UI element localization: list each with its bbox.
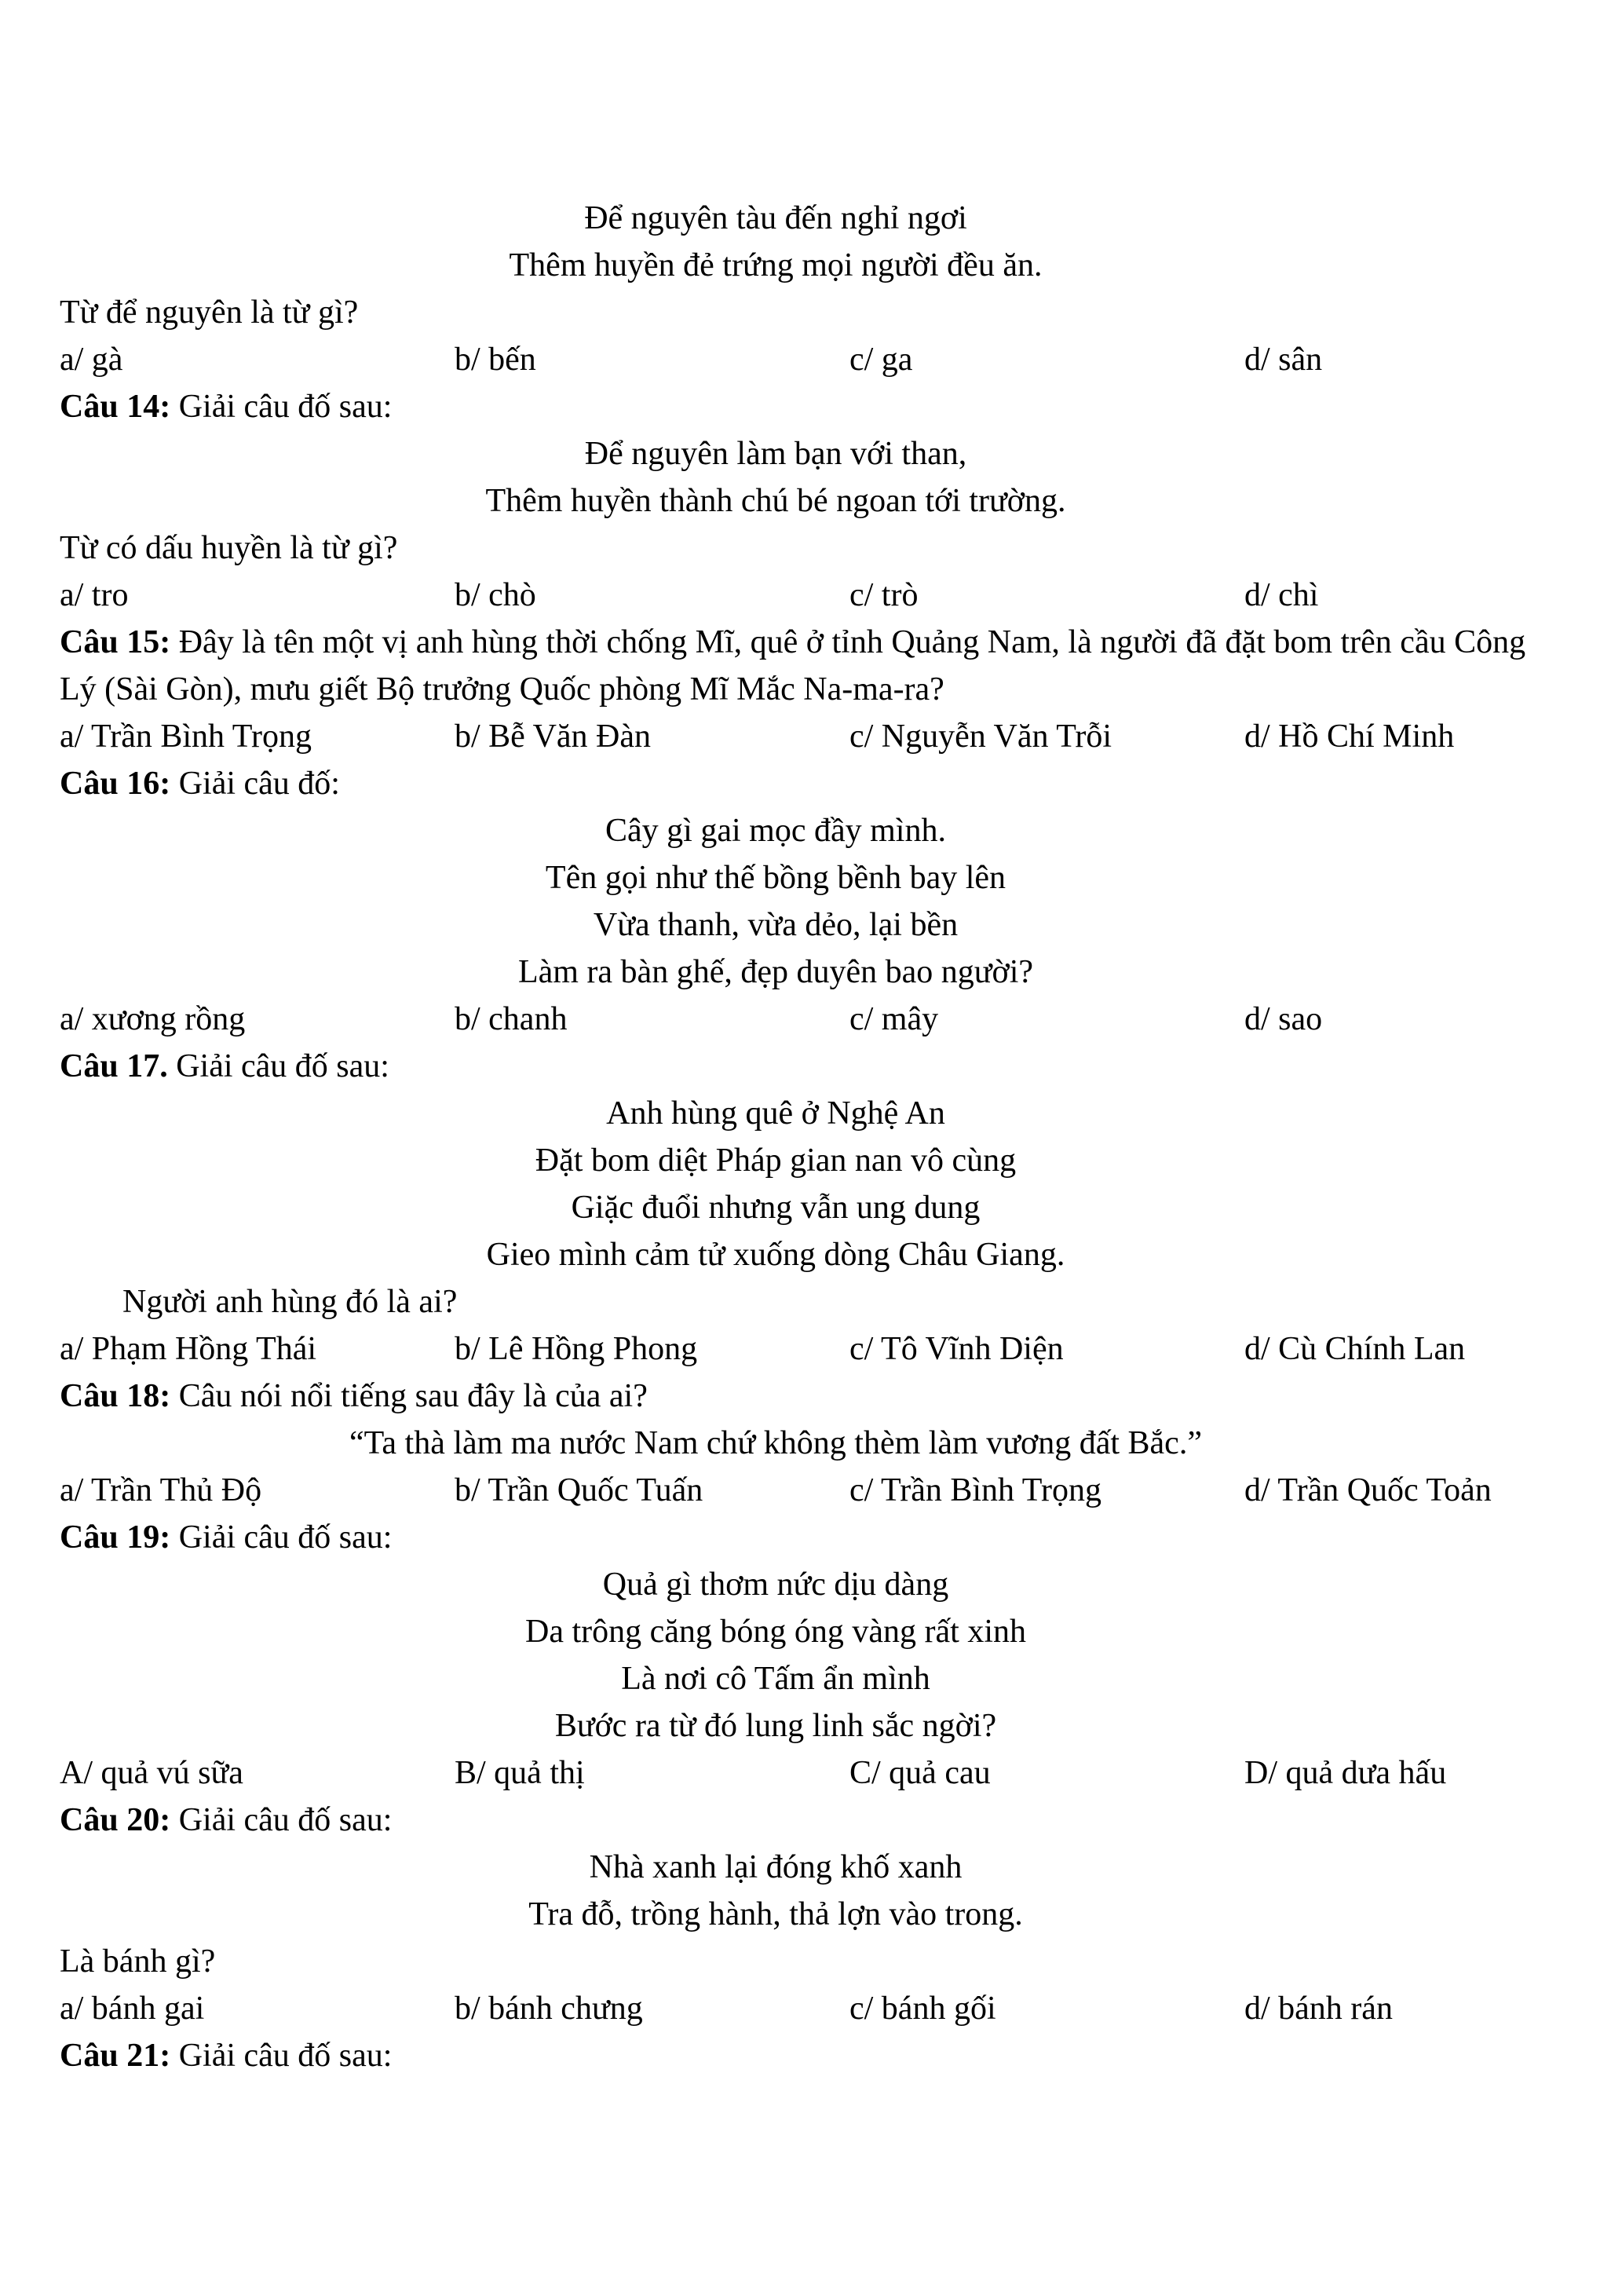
answer-option: b/ bến xyxy=(455,342,536,378)
question-number: Câu 14: xyxy=(60,389,171,425)
answer-option: c/ Trần Bình Trọng xyxy=(849,1472,1101,1508)
answer-options xyxy=(60,1985,1551,2032)
question-heading xyxy=(60,1797,1551,1844)
verse-line: Anh hùng quê ở Nghệ An xyxy=(606,1095,945,1132)
verse-line: Cây gì gai mọc đầy mình. xyxy=(605,813,946,849)
answer-option: d/ sao xyxy=(1244,1001,1323,1037)
answer-option: d/ bánh rán xyxy=(1244,1991,1393,2027)
document-page xyxy=(60,195,1551,2079)
answer-options xyxy=(60,572,1551,619)
question-heading xyxy=(60,1514,1551,1561)
answer-option: c/ trò xyxy=(849,577,919,613)
answer-option: b/ Bễ Văn Đàn xyxy=(455,718,652,755)
answer-option: a/ Phạm Hồng Thái xyxy=(60,1331,317,1367)
answer-option: d/ Cù Chính Lan xyxy=(1244,1331,1466,1367)
question-text: Giải câu đố sau: xyxy=(170,389,393,425)
answer-option: b/ chò xyxy=(455,577,536,613)
prompt-line: Là bánh gì? xyxy=(60,1943,216,1980)
prompt-line: Người anh hùng đó là ai? xyxy=(122,1284,458,1320)
question-text: Giải câu đố: xyxy=(170,766,340,802)
question-text: Giải câu đố sau: xyxy=(170,1519,393,1556)
answer-option: d/ chì xyxy=(1244,577,1319,613)
answer-option: b/ Lê Hồng Phong xyxy=(455,1331,698,1367)
answer-option: b/ chanh xyxy=(455,1001,568,1037)
question-text: Đây là tên một vị anh hùng thời chống Mĩ, quê ở tỉnh Quảng Nam, là người đã đặt bom trên cầu Công Lý (Sài Gòn), mưu giết Bộ trưởng Quốc phòng Mĩ Mắc Na-ma-ra? xyxy=(60,624,1526,707)
question-heading xyxy=(60,1043,1551,1090)
verse-line: Quả gì thơm nức dịu dàng xyxy=(602,1567,949,1603)
answer-option: d/ Trần Quốc Toản xyxy=(1244,1472,1492,1508)
question-number: Câu 21: xyxy=(60,2038,171,2074)
answer-options xyxy=(60,1467,1551,1514)
answer-option: c/ Nguyễn Văn Trỗi xyxy=(849,718,1112,755)
verse-line: Vừa thanh, vừa dẻo, lại bền xyxy=(593,907,959,943)
answer-option: a/ xương rồng xyxy=(60,1001,246,1037)
answer-option: a/ Trần Thủ Độ xyxy=(60,1472,262,1508)
question-heading xyxy=(60,2032,1551,2079)
answer-option: c/ ga xyxy=(849,342,913,378)
question-heading xyxy=(60,1373,1551,1420)
question-text: Câu nói nổi tiếng sau đây là của ai? xyxy=(170,1378,648,1414)
verse-line: Thêm huyền đẻ trứng mọi người đều ăn. xyxy=(509,247,1043,283)
question-text: Giải câu đố sau: xyxy=(170,1802,393,1838)
verse-line: Tra đỗ, trồng hành, thả lợn vào trong. xyxy=(528,1896,1023,1932)
question-number: Câu 19: xyxy=(60,1519,171,1556)
verse-line: Thêm huyền thành chú bé ngoan tới trường. xyxy=(485,483,1066,519)
answer-option: c/ mây xyxy=(849,1001,939,1037)
verse-line: Da trông căng bóng óng vàng rất xinh xyxy=(524,1614,1027,1650)
prompt-line: Từ có dấu huyền là từ gì? xyxy=(60,530,398,566)
verse-line: Gieo mình cảm tử xuống dòng Châu Giang. xyxy=(486,1237,1065,1273)
question-number: Câu 16: xyxy=(60,766,171,802)
answer-option: C/ quả cau xyxy=(849,1755,991,1791)
answer-option: b/ bánh chưng xyxy=(455,1991,643,2027)
verse-line: Nhà xanh lại đóng khố xanh xyxy=(589,1849,963,1885)
question-text: Giải câu đố sau: xyxy=(170,2038,393,2074)
question-heading xyxy=(60,619,1551,713)
answer-option: a/ tro xyxy=(60,577,129,613)
verse-line: Là nơi cô Tấm ẩn mình xyxy=(621,1661,930,1697)
answer-options xyxy=(60,1325,1551,1373)
answer-options xyxy=(60,996,1551,1043)
verse-line: Bước ra từ đó lung linh sắc ngời? xyxy=(554,1708,997,1744)
answer-option: c/ bánh gối xyxy=(849,1991,996,2027)
prompt-line: Từ để nguyên là từ gì? xyxy=(60,294,359,331)
verse-line: Để nguyên làm bạn với than, xyxy=(584,436,967,472)
answer-option: a/ bánh gai xyxy=(60,1991,205,2027)
question-number: Câu 20: xyxy=(60,1802,171,1838)
question-number: Câu 18: xyxy=(60,1378,171,1414)
answer-option: c/ Tô Vĩnh Diện xyxy=(849,1331,1064,1367)
verse-line: “Ta thà làm ma nước Nam chứ không thèm làm vương đất Bắc.” xyxy=(349,1425,1202,1461)
answer-option: a/ Trần Bình Trọng xyxy=(60,718,312,755)
answer-options xyxy=(60,713,1551,760)
answer-options xyxy=(60,336,1551,383)
verse-line: Để nguyên tàu đến nghỉ ngơi xyxy=(584,200,967,236)
question-heading xyxy=(60,383,1551,430)
answer-option: a/ gà xyxy=(60,342,123,378)
question-number: Câu 15: xyxy=(60,624,171,660)
question-heading xyxy=(60,760,1551,807)
answer-option: d/ Hồ Chí Minh xyxy=(1244,718,1455,755)
answer-options xyxy=(60,1749,1551,1797)
question-number: Câu 17. xyxy=(60,1048,168,1084)
verse-line: Làm ra bàn ghế, đẹp duyên bao người? xyxy=(517,954,1034,990)
answer-option: b/ Trần Quốc Tuấn xyxy=(455,1472,703,1508)
answer-option: D/ quả dưa hấu xyxy=(1244,1755,1447,1791)
answer-option: A/ quả vú sữa xyxy=(60,1755,243,1791)
answer-option: B/ quả thị xyxy=(455,1755,585,1791)
question-text: Giải câu đố sau: xyxy=(167,1048,389,1084)
verse-line: Đặt bom diệt Pháp gian nan vô cùng xyxy=(535,1143,1017,1179)
answer-option: d/ sân xyxy=(1244,342,1323,378)
verse-line: Giặc đuổi nhưng vẫn ung dung xyxy=(571,1190,981,1226)
verse-line: Tên gọi như thế bồng bềnh bay lên xyxy=(545,860,1006,896)
